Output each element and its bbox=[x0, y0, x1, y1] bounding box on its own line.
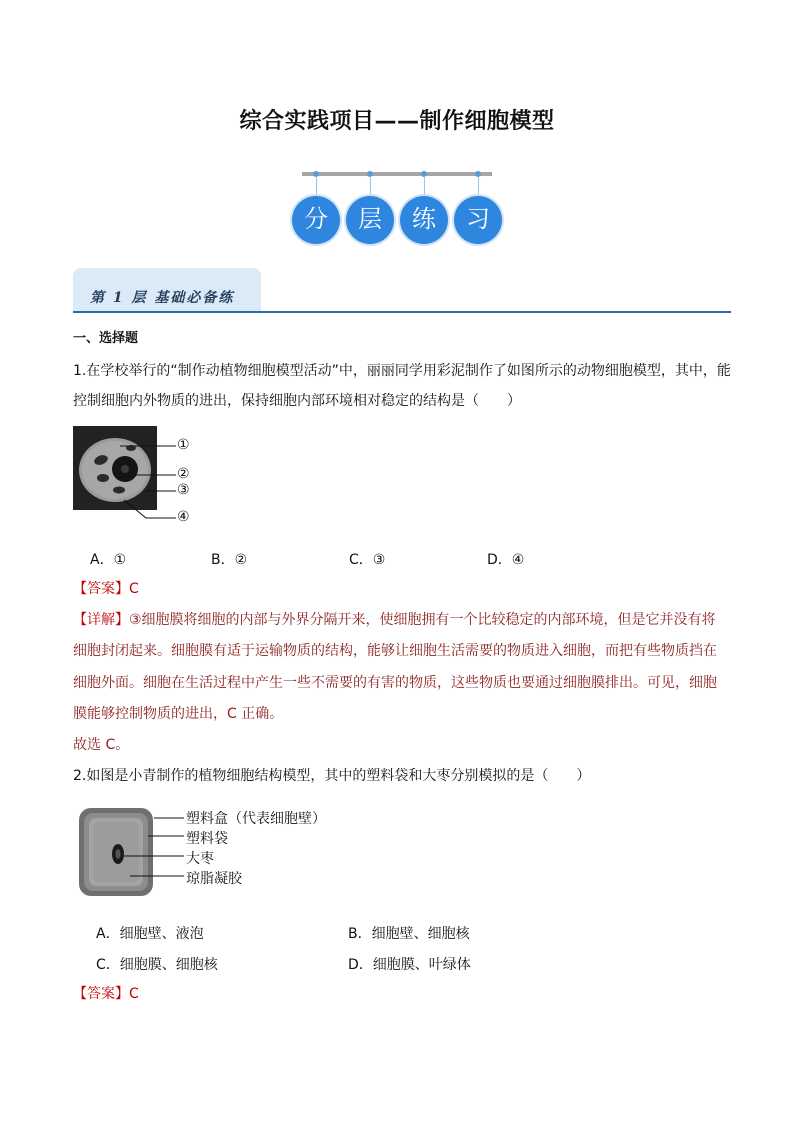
q1-conclusion: 故选 C。 bbox=[73, 737, 130, 753]
q2-figure-label: 塑料盒（代表细胞壁） bbox=[186, 811, 326, 827]
banner-bar bbox=[302, 172, 492, 176]
banner-string bbox=[478, 176, 479, 196]
q1-figure-label: ① bbox=[177, 437, 190, 453]
banner-char: 层 bbox=[346, 196, 394, 244]
page-title: 综合实践项目——制作细胞模型 bbox=[239, 109, 555, 134]
q2-option-b: B．细胞壁、细胞核 bbox=[348, 926, 470, 942]
q1-option-c: C．③ bbox=[349, 552, 386, 568]
banner-char: 习 bbox=[454, 196, 502, 244]
q1-detail-line2: 细胞封闭起来。细胞膜有适于运输物质的结构，能够让细胞生活需要的物质进入细胞，而把有些物质挡在 bbox=[73, 643, 717, 659]
section-heading: 一、选择题 bbox=[73, 331, 139, 346]
q2-stem: 2.如图是小青制作的植物细胞结构模型，其中的塑料袋和大枣分别模拟的是（ ） bbox=[73, 768, 591, 784]
banner-string bbox=[316, 176, 317, 196]
q2-leader-lines bbox=[120, 810, 186, 890]
answer-value: C bbox=[129, 986, 139, 1002]
q1-stem-line1: 1.在学校举行的“制作动植物细胞模型活动”中，丽丽同学用彩泥制作了如图所示的动物细胞模型，其中，能 bbox=[73, 363, 731, 379]
q1-detail-line4: 膜能够控制物质的进出，C 正确。 bbox=[73, 706, 284, 722]
answer-value: C bbox=[129, 581, 139, 597]
q2-option-d: D．细胞膜、叶绿体 bbox=[348, 957, 471, 973]
q2-figure-label: 大枣 bbox=[186, 851, 214, 867]
answer-tag: 【答案】 bbox=[73, 986, 129, 1002]
detail-text: ③细胞膜将细胞的内部与外界分隔开来，使细胞拥有一个比较稳定的内部环境，但是它并没有将 bbox=[129, 612, 716, 628]
answer-tag: 【答案】 bbox=[73, 581, 129, 597]
banner-char: 练 bbox=[400, 196, 448, 244]
q2-figure-label: 琼脂凝胶 bbox=[186, 871, 242, 887]
q1-option-d: D．④ bbox=[487, 552, 525, 568]
q1-figure-label: ② bbox=[177, 466, 190, 482]
q1-figure-label: ④ bbox=[177, 509, 190, 525]
level-label: 第 1 层 基础必备练 bbox=[90, 290, 235, 306]
banner-string bbox=[370, 176, 371, 196]
q2-option-c: C．细胞膜、细胞核 bbox=[96, 957, 218, 973]
q1-stem-line2: 控制细胞内外物质的进出，保持细胞内部环境相对稳定的结构是（ ） bbox=[73, 393, 521, 409]
detail-tag: 【详解】 bbox=[73, 612, 129, 628]
q1-detail-line1 bbox=[73, 611, 716, 629]
q2-option-a: A．细胞壁、液泡 bbox=[96, 926, 204, 942]
banner-string bbox=[424, 176, 425, 196]
q1-option-a: A．① bbox=[90, 552, 127, 568]
q1-leader-lines bbox=[120, 436, 180, 526]
q1-option-b: B．② bbox=[211, 552, 248, 568]
q1-detail-line3: 细胞外面。细胞在生活过程中产生一些不需要的有害的物质，这些物质也要通过细胞膜排出。可见，细胞 bbox=[73, 675, 717, 691]
q2-figure-label: 塑料袋 bbox=[186, 831, 228, 847]
q2-answer bbox=[73, 985, 139, 1003]
level-divider bbox=[73, 311, 731, 313]
q1-figure-label: ③ bbox=[177, 482, 190, 498]
q1-answer bbox=[73, 580, 139, 598]
banner-char: 分 bbox=[292, 196, 340, 244]
